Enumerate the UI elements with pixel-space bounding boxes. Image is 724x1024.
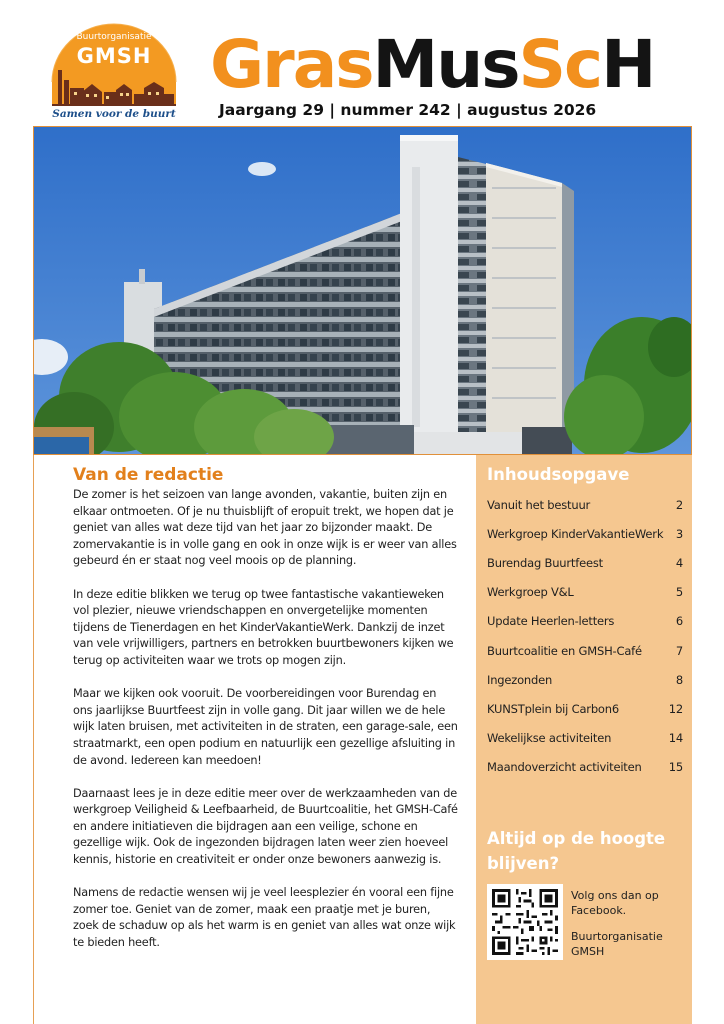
toc-item-label: Vanuit het bestuur <box>487 497 591 512</box>
toc-item-label: Wekelijkse activiteiten <box>487 731 612 746</box>
editorial-paragraph: Maar we kijken ook vooruit. De voorbereidingen voor Burendag en ons jaarlijkse Buurtfeest zijn in volle gang. Dit jaar willen we de hele wijk laten bruisen, met activiteiten in de straten, een garage-sale, een straatmarkt, een open podium en natuurlijk een gezellige afsluiting in de avond. Iedereen kan meedoen! <box>73 687 458 767</box>
editorial-paragraph: Namens de redactie wensen wij je veel leesplezier én vooral een fijne zomer toe. Geniet van de zomer, maak een praatje met je buren, zoek de schaduw op als het warm is en geniet van alles wat onze wijk te bieden heeft. <box>73 886 456 950</box>
toc-item-page: 2 <box>675 497 683 512</box>
apartment-building-photo <box>34 127 692 455</box>
toc-item-page: 8 <box>675 672 683 687</box>
cover-photo <box>33 126 692 455</box>
editorial-paragraph: In deze editie blikken we terug op twee fantastische vakantieweken vol plezier, nieuwe vriendschappen en onvergetelijke momenten tijdens de Tienerdagen en het KinderVakantieWerk. Dankzij de inzet van vele vrijwilligers, partners en betrokken buurtbewoners kijken we terug op activiteiten waar we trots op mogen zijn. <box>73 587 454 667</box>
title-part-mus: Mus <box>372 26 519 103</box>
stay-updated-title: Altijd op de hoogte blijven? <box>487 829 666 873</box>
toc-item[interactable] <box>487 753 685 782</box>
toc-title: Inhoudsopgave <box>487 465 630 484</box>
toc-item-page: 6 <box>675 614 683 629</box>
toc-item-label: KUNSTplein bij Carbon6 <box>487 701 619 716</box>
facebook-info <box>571 889 683 971</box>
toc-item[interactable] <box>487 519 685 548</box>
logo-main-text: GMSH <box>76 44 152 68</box>
editorial-paragraph: Daarnaast lees je in deze editie meer over de werkzaamheden van de werkgroep Veiligheid & Leefbaarheid, de Buurtcoalitie, het GMSH-Café en andere initiatieven die bijdragen aan een veilige, schone en gezellige wijk. Ook de ingezonden bijdragen laten weer zien hoeveel kennis, historie en creativiteit er onder onze bewoners aanwezig is. <box>73 786 458 867</box>
toc-item[interactable] <box>487 636 685 665</box>
table-of-contents <box>487 490 685 782</box>
toc-item-label: Update Heerlen-letters <box>487 614 615 629</box>
qr-code-graphic <box>487 884 563 960</box>
toc-item[interactable] <box>487 607 685 636</box>
issue-line: Jaargang 29 | nummer 242 | augustus 2026 <box>219 101 597 119</box>
editorial-body <box>73 487 458 968</box>
newsletter-title <box>210 26 680 103</box>
toc-item-label: Werkgroep V&L <box>487 585 574 600</box>
facebook-page-name: Buurtorganisatie GMSH <box>571 930 663 958</box>
toc-item-label: Burendag Buurtfeest <box>487 555 603 570</box>
gmsh-logo <box>46 22 182 122</box>
qr-code-icon[interactable] <box>487 884 563 960</box>
toc-item-page: 5 <box>675 585 683 600</box>
toc-item-label: Buurtcoalitie en GMSH-Café <box>487 643 642 658</box>
toc-item-label: Maandoverzicht activiteiten <box>487 760 642 775</box>
editorial-paragraph: De zomer is het seizoen van lange avonden, vakantie, buiten zijn en elkaar ontmoeten. Of je nu thuisblijft of eropuit trekt, we hopen dat je geniet van alles wat deze tijd van het jaar zo bijzonder maakt. De zomervakantie is in volle gang en ook in onze wijk is er weer van alles gebeurd én er staat nog veel moois op de planning. <box>73 488 457 568</box>
toc-item[interactable] <box>487 490 685 519</box>
toc-item[interactable] <box>487 548 685 577</box>
logo-top-text: Buurtorganisatie <box>76 32 152 42</box>
toc-item[interactable] <box>487 665 685 694</box>
title-part-h: H <box>601 26 655 103</box>
title-part-gras: Gras <box>210 26 373 103</box>
title-part-sc: Sc <box>518 26 602 103</box>
toc-item-page: 7 <box>675 643 683 658</box>
logo-tagline: Samen voor de buurt <box>52 108 176 120</box>
toc-item-page: 4 <box>675 555 683 570</box>
facebook-follow-text: Volg ons dan op Facebook. <box>571 889 659 917</box>
toc-item[interactable] <box>487 694 685 723</box>
toc-item-page: 3 <box>675 526 683 541</box>
toc-item-page: 15 <box>668 760 683 775</box>
toc-item-page: 14 <box>668 731 683 746</box>
toc-item-label: Ingezonden <box>487 672 553 687</box>
toc-item-page: 12 <box>668 701 683 716</box>
toc-item[interactable] <box>487 578 685 607</box>
toc-item-label: Werkgroep KinderVakantieWerk <box>487 526 664 541</box>
editorial-title: Van de redactie <box>73 465 224 485</box>
toc-item[interactable] <box>487 724 685 753</box>
